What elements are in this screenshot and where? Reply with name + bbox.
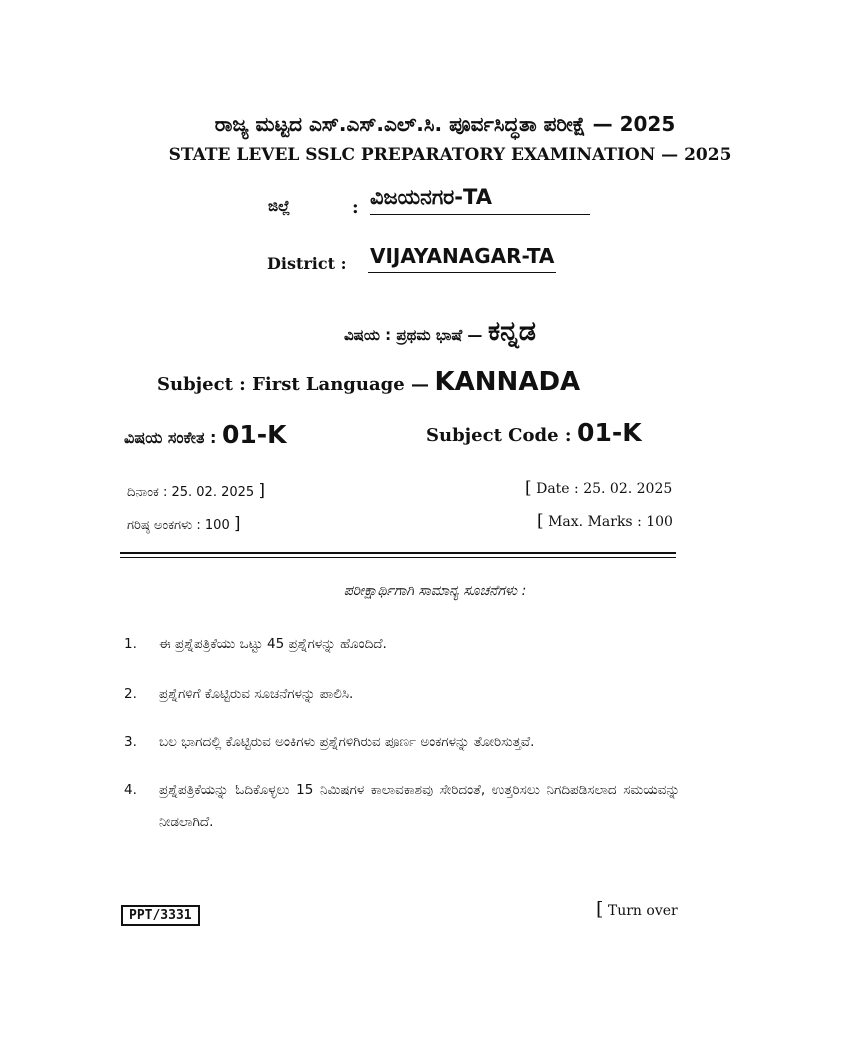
bracket-close: ] — [258, 481, 265, 501]
instruction-item — [124, 636, 680, 660]
subject-code-value-english: 01-K — [577, 418, 642, 447]
instruction-text: ಪ್ರಶ್ನೆಪತ್ರಿಕೆಯನ್ನು ಓದಿಕೊಳ್ಳಲು 15 ನಿಮಿಷಗಳ ಕಾಲಾವಕಾಶವು ಸೇರಿದಂತೆ, ಉತ್ತರಿಸಲು ನಿಗದಿಪಡಿಸಲಾದ ಸಮಯವನ್ನು ನೀಡಲಾಗಿದೆ. — [159, 782, 680, 830]
subject-label-english: Subject : First Language — — [157, 374, 429, 395]
divider-thin — [120, 557, 676, 558]
bracket-open: [ — [537, 511, 544, 531]
bracket-close: ] — [233, 514, 241, 534]
instruction-item — [124, 782, 680, 838]
subject-code-label-kannada: ವಿಷಯ ಸಂಕೇತ : — [124, 428, 217, 447]
instruction-number: 3. — [124, 734, 137, 750]
date-kannada — [127, 481, 265, 501]
bracket-open: [ — [596, 898, 604, 920]
max-marks-english-text: Max. Marks : 100 — [548, 514, 673, 530]
instruction-text: ಬಲ ಭಾಗದಲ್ಲಿ ಕೊಟ್ಟಿರುವ ಅಂಕಿಗಳು ಪ್ರಶ್ನೆಗಳಿಗಿರುವ ಪೂರ್ಣ ಅಂಕಗಳನ್ನು ತೋರಿಸುತ್ತವೆ. — [159, 734, 535, 750]
subject-code-label-english: Subject Code : — [426, 425, 572, 446]
instruction-number: 4. — [124, 782, 137, 798]
subject-label-kannada: ವಿಷಯ : ಪ್ರಥಮ ಭಾಷೆ — — [344, 326, 483, 344]
divider-thick — [120, 552, 676, 554]
turn-over-text: Turn over — [607, 903, 678, 919]
instruction-item — [124, 686, 680, 710]
instruction-number: 1. — [124, 636, 137, 652]
subject-kannada — [0, 316, 850, 348]
subject-value-kannada: ಕನ್ನಡ — [487, 316, 536, 347]
district-label-english: District : — [267, 254, 347, 273]
district-value-english: VIJAYANAGAR-TA — [368, 244, 556, 273]
exam-title-kannada: ರಾಜ್ಯ ಮಟ್ಟದ ಎಸ್.ಎಸ್.ಎಲ್.ಸಿ. ಪೂರ್ವಸಿದ್ಧತಾ ಪರೀಕ್ಷೆ — 2025 — [214, 112, 676, 136]
district-colon: : — [352, 197, 359, 218]
subject-code-value-kannada: 01-K — [221, 420, 287, 449]
subject-code-kannada — [124, 420, 287, 449]
max-marks-kannada — [127, 514, 241, 534]
exam-title-english: STATE LEVEL SSLC PREPARATORY EXAMINATION — 2025 — [168, 145, 732, 165]
district-label-kannada: ಜಿಲ್ಲೆ — [268, 197, 291, 215]
date-kannada-text: ದಿನಾಂಕ : 25. 02. 2025 — [127, 485, 255, 500]
paper-code-box: PPT/3331 — [121, 905, 200, 926]
instruction-text: ಪ್ರಶ್ನೆಗಳಿಗೆ ಕೊಟ್ಟಿರುವ ಸೂಚನೆಗಳನ್ನು ಪಾಲಿಸಿ. — [159, 686, 354, 702]
max-marks-kannada-text: ಗರಿಷ್ಠ ಅಂಕಗಳು : 100 — [127, 518, 230, 533]
instruction-number: 2. — [124, 686, 137, 702]
subject-english — [157, 367, 580, 397]
subject-value-english: KANNADA — [434, 367, 581, 397]
district-value-kannada: ವಿಜಯನಗರ-TA — [370, 185, 590, 215]
instructions-heading: ಪರೀಕ್ಷಾರ್ಥಿಗಾಗಿ ಸಾಮಾನ್ಯ ಸೂಚನೆಗಳು : — [343, 583, 527, 599]
turn-over — [596, 898, 678, 920]
date-english — [525, 478, 672, 498]
max-marks-english — [537, 511, 673, 531]
instruction-item — [124, 734, 680, 758]
instruction-text: ಈ ಪ್ರಶ್ನೆಪತ್ರಿಕೆಯು ಒಟ್ಟು 45 ಪ್ರಶ್ನೆಗಳನ್ನು ಹೊಂದಿದೆ. — [159, 636, 387, 652]
subject-code-english — [426, 418, 642, 447]
date-english-text: Date : 25. 02. 2025 — [536, 481, 673, 497]
bracket-open: [ — [525, 478, 532, 498]
